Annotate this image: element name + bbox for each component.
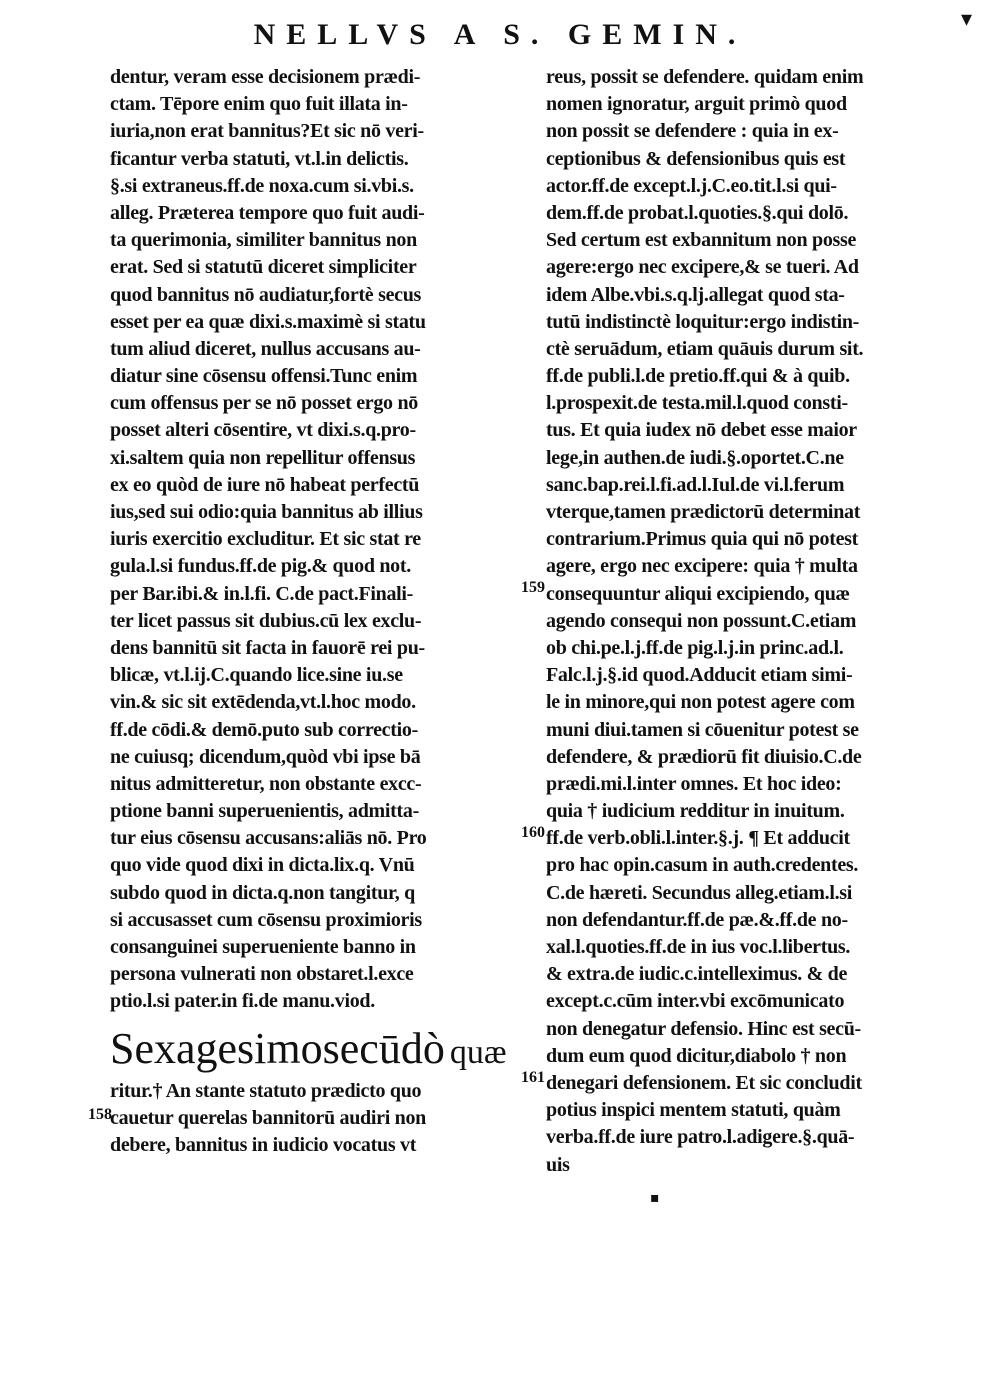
text-line: erat. Sed si statutū diceret simpliciter bbox=[110, 256, 417, 279]
text-line: ceptionibus & defensionibus quis est bbox=[546, 147, 846, 170]
left-column bbox=[110, 64, 514, 1159]
text-line: ex eo quòd de iure nō habeat perfectū bbox=[110, 473, 420, 496]
text-line: ritur.† An stante statuto prædicto quo bbox=[110, 1079, 422, 1102]
text-line: uis bbox=[546, 1153, 570, 1176]
text-line: C.de hæreti. Secundus alleg.etiam.l.si bbox=[546, 881, 853, 904]
text-line: non denegatur defensio. Hinc est secū- bbox=[546, 1017, 861, 1040]
text-line: esset per ea quæ dixi.s.maximè si statu bbox=[110, 310, 426, 333]
text-line: lege,in authen.de iudi.§.oportet.C.ne bbox=[546, 446, 844, 469]
text-line: gula.l.si fundus.ff.de pig.& quod not. bbox=[110, 555, 411, 578]
text-line: actor.ff.de except.l.j.C.eo.tit.l.si qui- bbox=[546, 174, 837, 197]
text-line: si accusasset cum cōsensu proximioris bbox=[110, 908, 422, 931]
text-line: cum offensus per se nō posset ergo nō bbox=[110, 392, 418, 415]
text-line: dum eum quod dicitur,diabolo † non bbox=[546, 1044, 847, 1067]
text-line: agendo consequi non possunt.C.etiam bbox=[546, 609, 857, 632]
heading-word: Sexagesimosecūdò bbox=[110, 1023, 445, 1073]
text-line: debere, bannitus in iudicio vocatus vt bbox=[110, 1133, 417, 1156]
text-line: Sed certum est exbannitum non posse bbox=[546, 229, 857, 252]
text-line: ctè seruādum, etiam quāuis durum sit. bbox=[546, 337, 864, 360]
text-line: xi.saltem quia non repellitur offensus bbox=[110, 446, 416, 469]
text-line: vin.& sic sit extēdenda,vt.l.hoc modo. bbox=[110, 691, 416, 714]
footer-mark: ▪ bbox=[650, 1190, 660, 1206]
text-line: xal.l.quoties.ff.de in ius voc.l.libertus. bbox=[546, 936, 851, 958]
text-line: per Bar.ibi.& in.l.fi. C.de pact.Finali- bbox=[110, 582, 414, 605]
text-line: tur eius cōsensu accusans:aliās nō. Pro bbox=[110, 827, 427, 850]
text-line: quod bannitus nō audiatur,fortè secus bbox=[110, 283, 422, 306]
text-line: ptio.l.si pater.in fi.de manu.viod. bbox=[110, 990, 375, 1013]
text-line: contrarium.Primus quia qui nō potest bbox=[546, 528, 859, 551]
text-line: subdo quod in dicta.q.non tangitur, q bbox=[110, 881, 415, 904]
text-line: tum aliud diceret, nullus accusans au- bbox=[110, 337, 421, 360]
text-line: ctam. Tēpore enim quo fuit illata in- bbox=[110, 93, 408, 116]
text-line: ff.de cōdi.& demō.puto sub correctio- bbox=[110, 718, 418, 741]
text-line: Falc.l.j.§.id quod.Adducit etiam simi- bbox=[546, 664, 853, 687]
text-line: le in minore,qui non potest agere com bbox=[546, 691, 855, 714]
text-line: l.prospexit.de testa.mil.l.quod consti- bbox=[546, 392, 848, 415]
text-line: non possit se defendere : quia in ex- bbox=[546, 120, 839, 143]
text-line: except.c.cūm inter.vbi excōmunicato bbox=[546, 990, 845, 1013]
text-line: agere:ergo nec excipere,& se tueri. Ad bbox=[546, 256, 859, 279]
text-line: nomen ignoratur, arguit primò quod bbox=[546, 93, 847, 116]
text-line: agere, ergo nec excipere: quia † multa bbox=[546, 555, 858, 578]
margin-number-161: 161 bbox=[521, 1069, 545, 1086]
text-line: dens bannitū sit facta in fauorē rei pu- bbox=[110, 636, 425, 659]
text-line: §.si extraneus.ff.de noxa.cum si.vbi.s. bbox=[110, 174, 414, 197]
text-line: nitus admitteretur, non obstante excc- bbox=[110, 772, 422, 795]
text-line: pro hac opin.casum in auth.credentes. bbox=[546, 854, 859, 877]
text-line: idem Albe.vbi.s.q.lj.allegat quod sta- bbox=[546, 283, 845, 306]
text-line: quo vide quod dixi in dicta.lix.q. Vnū bbox=[110, 854, 415, 877]
text-line: tutū indistinctè loquitur:ergo indistin- bbox=[546, 310, 860, 333]
text-line: posset alteri cōsentire, vt dixi.s.q.pro- bbox=[110, 419, 416, 442]
text-line: ob chi.pe.l.j.ff.de pig.l.j.in princ.ad.l. bbox=[546, 636, 844, 659]
text-line: tus. Et quia iudex nō debet esse maior bbox=[546, 419, 857, 442]
text-line: iuria,non erat bannitus?Et sic nō veri- bbox=[110, 120, 424, 143]
text-line: ter licet passus sit dubius.cū lex exclu- bbox=[110, 609, 422, 632]
text-line: consanguinei superueniente banno in bbox=[110, 936, 416, 958]
text-line: ta querimonia, similiter bannitus non bbox=[110, 229, 417, 252]
text-line: potius inspici mentem statuti, quàm bbox=[546, 1099, 841, 1122]
text-line: prædi.mi.l.inter omnes. Et hoc ideo: bbox=[546, 772, 842, 795]
margin-number-159: 159 bbox=[521, 579, 545, 596]
margin-number-160: 160 bbox=[521, 824, 545, 841]
text-line: reus, possit se defendere. quidam enim bbox=[546, 66, 864, 88]
section-heading bbox=[110, 1020, 514, 1078]
running-title: NELLVS A S. GEMIN. bbox=[253, 18, 747, 51]
text-line: iuris exercitio excluditur. Et sic stat re bbox=[110, 528, 421, 551]
text-line: consequuntur aliqui excipiendo, quæ bbox=[546, 582, 850, 605]
margin-number-158: 158 bbox=[88, 1106, 112, 1123]
text-line: ius,sed sui odio:quia bannitus ab illius bbox=[110, 501, 423, 523]
text-line: ff.de verb.obli.l.inter.§.j. ¶ Et adducit bbox=[546, 827, 850, 850]
text-line: muni diui.tamen si cōuenitur potest se bbox=[546, 718, 859, 741]
text-line: vterque,tamen prædictorū determinat bbox=[546, 501, 861, 523]
text-line: sanc.bap.rei.l.fi.ad.l.Iul.de vi.l.ferum bbox=[546, 473, 845, 496]
text-line: quia † iudicium redditur in inuitum. bbox=[546, 800, 845, 823]
text-line: defendere, & prædiorū fit diuisio.C.de bbox=[546, 745, 862, 768]
text-line: ptione banni superuenientis, admitta- bbox=[110, 800, 419, 823]
text-line: & extra.de iudic.c.intelleximus. & de bbox=[546, 963, 848, 986]
text-line: persona vulnerati non obstaret.l.exce bbox=[110, 963, 414, 986]
corner-ornament: ▾ bbox=[960, 6, 972, 32]
text-line: verba.ff.de iure patro.l.adigere.§.quā- bbox=[546, 1126, 855, 1149]
text-line: alleg. Præterea tempore quo fuit audi- bbox=[110, 201, 425, 224]
text-line: dentur, veram esse decisionem prædi- bbox=[110, 66, 421, 88]
heading-rest: quæ bbox=[449, 1033, 507, 1071]
text-line: diatur sine cōsensu offensi.Tunc enim bbox=[110, 365, 418, 388]
right-column bbox=[546, 64, 938, 1179]
text-line: non defendantur.ff.de pæ.&.ff.de no- bbox=[546, 908, 848, 931]
text-line: dem.ff.de probat.l.quoties.§.qui dolō. bbox=[546, 201, 849, 224]
text-line: ficantur verba statuti, vt.l.in delictis. bbox=[110, 147, 409, 170]
text-line: ne cuiusq; dicendum,quòd vbi ipse bā bbox=[110, 745, 421, 768]
text-line: blicæ, vt.l.ij.C.quando lice.sine iu.se bbox=[110, 664, 403, 687]
text-line: cauetur querelas bannitorū audiri non bbox=[110, 1106, 427, 1129]
text-line: denegari defensionem. Et sic concludit bbox=[546, 1071, 862, 1094]
text-line: ff.de publi.l.de pretio.ff.qui & à quib. bbox=[546, 365, 850, 388]
